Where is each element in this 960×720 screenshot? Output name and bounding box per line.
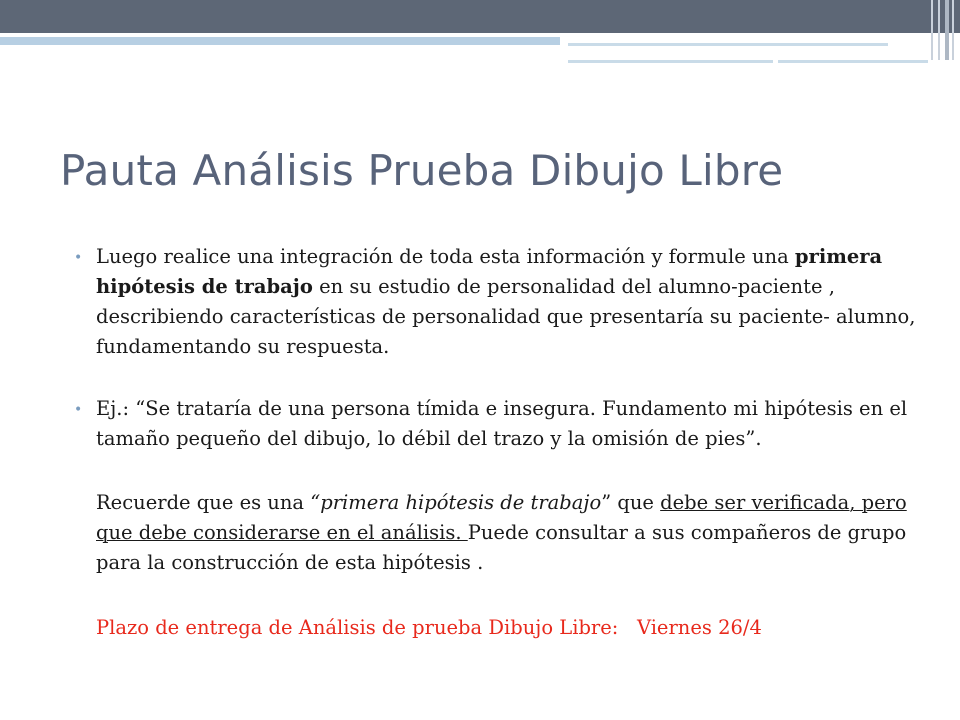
accent-line (568, 60, 773, 63)
bullet-paragraph-hypothesis (74, 242, 916, 362)
bullet-icon: • (74, 402, 83, 418)
header-bar (0, 0, 960, 33)
text-run: Recuerde que es una (96, 491, 311, 514)
accent-line (778, 60, 928, 63)
text-run: en su estudio de personalidad del alumno-paciente , describiendo características de personalidad que presentaría su paciente- alumno, fundamentando su respuesta. (96, 275, 916, 358)
deadline-text: Plazo de entrega de Análisis de prueba Dibujo Libre: Viernes 26/4 (96, 616, 762, 639)
bullet-icon: • (74, 250, 83, 266)
accent-stripe (0, 37, 560, 45)
text-run: Luego realice una integración de toda esta información y formule una (96, 245, 795, 268)
italic-text: “primera hipótesis de trabajo (310, 491, 602, 514)
corner-decoration (931, 0, 933, 60)
corner-decoration (938, 0, 940, 60)
text-run: ” que (601, 491, 661, 514)
corner-decoration (952, 0, 954, 60)
reminder-paragraph (96, 488, 916, 578)
slide-title: Pauta Análisis Prueba Dibujo Libre (60, 146, 784, 195)
bullet-paragraph-example (74, 394, 916, 454)
underlined-text: debe ser verificada, pero que debe considerarse en el análisis. (96, 491, 907, 544)
bold-text: primera hipótesis de trabajo (96, 245, 883, 298)
text-run: Puede consultar a sus compañeros de grupo para la construcción de esta hipótesis . (96, 521, 907, 574)
accent-line (568, 43, 888, 46)
text-run: Ej.: “Se trataría de una persona tímida e insegura. Fundamento mi hipótesis en el tamaño pequeño del dibujo, lo débil del trazo y la omisión de pies”. (96, 397, 908, 450)
corner-decoration (945, 0, 949, 60)
